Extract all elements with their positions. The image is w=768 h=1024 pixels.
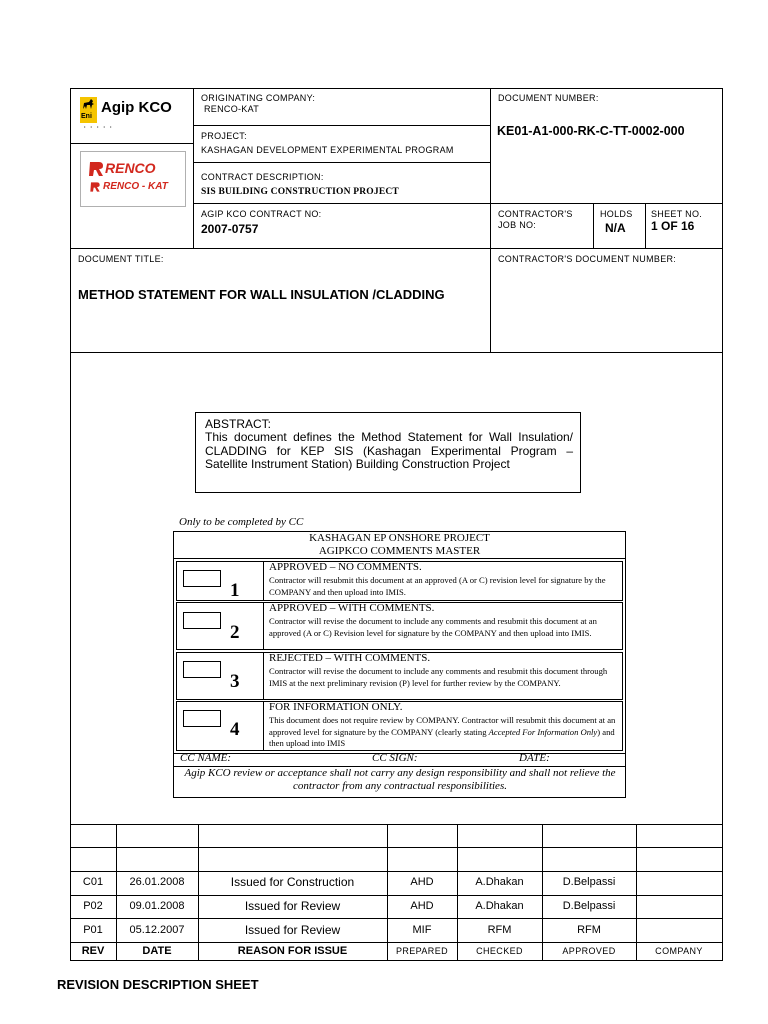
eni-text: Eni (81, 113, 92, 120)
renco-logo-text: RENCO (105, 160, 156, 176)
row-separator-2 (193, 162, 491, 163)
project-label: PROJECT: (201, 131, 247, 141)
sheet-divider (645, 203, 646, 248)
contractor-doc-number-label: CONTRACTOR'S DOCUMENT NUMBER: (498, 254, 677, 264)
rev-row-line-1 (70, 847, 723, 848)
project-value: KASHAGAN DEVELOPMENT EXPERIMENTAL PROGRAM (201, 145, 454, 155)
cc-option-1-checkbox[interactable] (183, 570, 221, 587)
cc-title-2: AGIPKCO COMMENTS MASTER (318, 545, 481, 557)
cc-option-4-divider (263, 701, 264, 751)
rev-cell-rev-4: P02 (83, 900, 103, 912)
cc-option-3-checkbox[interactable] (183, 661, 221, 678)
rev-cell-prepared-3: AHD (410, 876, 434, 888)
cc-option-3-number: 3 (230, 671, 240, 692)
sheet-no-value: 1 OF 16 (651, 219, 695, 233)
rev-cell-reason-4: Issued for Review (244, 899, 341, 913)
row-separator-3 (193, 203, 723, 204)
rev-header-date: DATE (142, 945, 172, 957)
logo-divider (193, 88, 194, 248)
rev-cell-prepared-5: MIF (412, 924, 432, 936)
rev-table-top (70, 824, 723, 825)
header-center-divider (490, 88, 491, 352)
cc-option-4-text-part-2: ) and then upload into IMIS (269, 726, 615, 748)
cc-option-4-heading: FOR INFORMATION ONLY. (269, 701, 403, 713)
rev-cell-reason-5: Issued for Review (244, 923, 341, 937)
cc-title-separator (173, 558, 626, 559)
renco-logo (80, 151, 186, 207)
document-number-value: KE01-A1-000-RK-C-TT-0002-000 (497, 124, 685, 138)
cc-option-3-heading: REJECTED – WITH COMMENTS. (269, 652, 431, 664)
rev-cell-checked-4: A.Dhakan (475, 900, 524, 912)
cc-option-3-text: Contractor will revise the document to include any comments and resubmit this document through IMIS at the next preliminary revision (P) level for further review by the COMPANY. (269, 666, 608, 688)
agip-kco-logo-text: Agip KCO (101, 99, 172, 116)
rev-cell-checked-5: RFM (487, 924, 512, 936)
rev-cell-approved-4: D.Belpassi (562, 900, 616, 912)
rev-col-line-3 (387, 824, 388, 961)
cc-option-4-text-emphasis: Accepted For Information Only (488, 726, 598, 737)
rev-row-line-2 (70, 871, 723, 872)
rev-col-line-5 (542, 824, 543, 961)
cc-sign-label: CC SIGN: (372, 752, 418, 764)
holds-label: HOLDS (600, 209, 633, 219)
row-separator-1 (193, 125, 491, 126)
cc-option-4-number: 4 (230, 719, 240, 740)
revision-description-sheet-title: REVISION DESCRIPTION SHEET (57, 977, 259, 992)
cc-option-2-heading: APPROVED – WITH COMMENTS. (269, 602, 435, 614)
sheet-no-label: SHEET NO. (651, 209, 703, 219)
cc-option-1-heading: APPROVED – NO COMMENTS. (269, 561, 422, 573)
document-title-value: METHOD STATEMENT FOR WALL INSULATION /CLADDING (78, 287, 445, 302)
renco-kat-logo-text: RENCO - KAT (103, 181, 168, 192)
originating-company-value: RENCO-KAT (204, 104, 260, 114)
cc-option-2-checkbox[interactable] (183, 612, 221, 629)
cc-option-4-text-part-1: This document does not require review by COMPANY. Contractor will resubmit this document at an approved level for signature by the COMPANY (clearly stating (269, 715, 616, 737)
row-separator-5 (70, 352, 723, 353)
rev-header-rev: REV (81, 945, 105, 957)
holds-value: N/A (605, 221, 626, 235)
cc-option-2-number: 2 (230, 622, 240, 643)
rev-cell-date-5: 05.12.2007 (129, 924, 185, 936)
abstract-box (195, 412, 581, 493)
cc-option-2-text: Contractor will revise the document to include any comments and resubmit this document at an approved (A or C) Revision level for signature by the COMPANY and then upload into IMIS. (269, 616, 597, 638)
cc-name-label: CC NAME: (180, 752, 232, 764)
row-separator-4 (70, 248, 723, 249)
cc-option-1-text: Contractor will resubmit this document at an approved (A or C) revision level for signature by the COMPANY and then upload into IMIS. (269, 575, 606, 597)
rev-cell-rev-5: P01 (83, 924, 103, 936)
rev-header-reason: REASON FOR ISSUE (237, 945, 348, 957)
rev-col-line-2 (198, 824, 199, 961)
rev-cell-date-3: 26.01.2008 (129, 876, 185, 888)
renco-kat-r-icon (89, 181, 101, 193)
logo-dots: • • • • • (84, 124, 114, 129)
cc-option-4-text (269, 715, 619, 750)
frame-top-border (70, 88, 723, 89)
rev-col-line-6 (636, 824, 637, 961)
cc-option-1-divider (263, 561, 264, 601)
rev-row-line-3 (70, 895, 723, 896)
rev-cell-prepared-4: AHD (410, 900, 434, 912)
rev-cell-rev-3: C01 (82, 876, 104, 888)
originating-company-label: ORIGINATING COMPANY: (201, 93, 316, 103)
cc-option-3-divider (263, 652, 264, 700)
rev-header-company: COMPANY (655, 946, 703, 956)
abstract-text: This document defines the Method Statement for Wall Insulation/ CLADDING for KEP SIS (Kashagan Experimental Program – Satellite Instrument Station) Building Construction Project (205, 430, 573, 471)
rev-col-line-4 (457, 824, 458, 961)
rev-cell-reason-3: Issued for Construction (230, 875, 355, 889)
agip-logo-mark (80, 97, 97, 123)
document-number-label: DOCUMENT NUMBER: (498, 93, 599, 103)
abstract-heading: ABSTRACT: (205, 417, 272, 431)
contract-no-label: AGIP KCO CONTRACT NO: (201, 209, 322, 219)
cc-option-1-number: 1 (230, 580, 240, 601)
rev-row-line-5 (70, 942, 723, 943)
rev-header-checked: CHECKED (476, 946, 523, 956)
cc-title-1: KASHAGAN EP ONSHORE PROJECT (309, 532, 490, 544)
cc-disclaimer: Agip KCO review or acceptance shall not carry any design responsibility and shall not relieve the contractor from any contractual responsibilities. (184, 767, 616, 792)
frame-right-border (722, 88, 723, 961)
rev-cell-checked-3: A.Dhakan (475, 876, 524, 888)
contractor-job-no-label-1: CONTRACTOR'S (498, 209, 573, 219)
rev-cell-approved-3: D.Belpassi (562, 876, 616, 888)
rev-header-prepared: PREPARED (395, 946, 449, 956)
holds-divider (593, 203, 594, 248)
contractor-job-no-label-2: JOB NO: (498, 220, 537, 230)
cc-option-4-checkbox[interactable] (183, 710, 221, 727)
six-legged-dog-icon (80, 97, 97, 113)
frame-bottom-border (70, 960, 723, 961)
rev-cell-date-4: 09.01.2008 (129, 900, 185, 912)
cc-date-label: DATE: (519, 752, 550, 764)
cc-option-2-divider (263, 602, 264, 650)
rev-col-line-1 (116, 824, 117, 961)
contract-no-value: 2007-0757 (201, 222, 259, 236)
document-title-label: DOCUMENT TITLE: (78, 254, 164, 264)
contract-description-value: SIS BUILDING CONSTRUCTION PROJECT (201, 187, 399, 197)
contract-description-label: CONTRACT DESCRIPTION: (201, 172, 324, 182)
logo-separator (70, 143, 194, 144)
rev-row-line-4 (70, 918, 723, 919)
renco-r-icon (87, 160, 105, 178)
frame-left-border (70, 88, 71, 961)
rev-cell-approved-5: RFM (577, 924, 601, 936)
rev-header-approved: APPROVED (562, 946, 616, 956)
cc-only-note: Only to be completed by CC (179, 516, 304, 528)
